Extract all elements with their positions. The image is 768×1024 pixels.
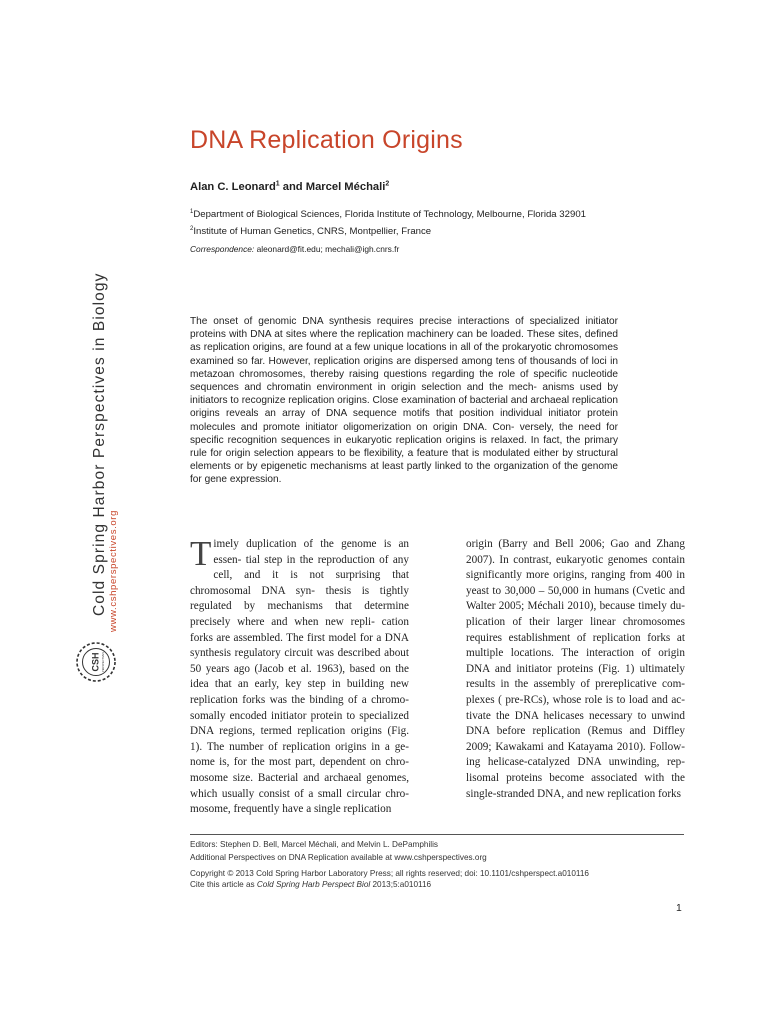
text-line: plication of their larger linear chromosomes xyxy=(466,615,685,628)
text-line: tial step in the reproduction of any cell, and xyxy=(213,553,409,582)
text-line: cation forks are assembled. The first model for a xyxy=(190,615,409,644)
text-line: initiator protein molecules and promote initiator oligomerization on origin DNA. Con- xyxy=(190,408,618,433)
article-title: DNA Replication Origins xyxy=(190,126,463,154)
text-line: tivate the DNA helicases necessary to unwind xyxy=(466,709,685,722)
body-column-1 xyxy=(190,534,409,818)
text-line: requires establishment of replication forks at xyxy=(466,631,685,644)
text-line: about 50 years ago (Jacob et al. 1963), based on xyxy=(190,647,409,675)
sidebar-url[interactable]: www.cshperspectives.org xyxy=(108,509,119,632)
text-line: 2007). In contrast, eukaryotic genomes contain xyxy=(466,553,685,566)
citation-suffix: 2013;5:a010116 xyxy=(370,880,432,889)
text-line: defined as replication origins, are found at a few unique locations in all of the prokaryotic xyxy=(190,329,618,354)
author-1-affil-marker: 1 xyxy=(275,180,280,188)
text-line: chromosomes examined so far. However, replication origins are dispersed among tens of xyxy=(190,342,618,367)
text-line: DNA regions, termed replication origins (Fig. xyxy=(190,725,409,738)
logo-subtext: PERSPECTIVES xyxy=(102,652,105,672)
footer-editors: Editors: Stephen D. Bell, Marcel Méchali, and Melvin L. DePamphilis xyxy=(190,840,439,849)
affiliation-1 xyxy=(190,209,586,220)
text-line: lisomal proteins become associated with the xyxy=(466,771,685,784)
text-line: The onset of genomic DNA synthesis requires precise interactions of specialized initiator xyxy=(190,316,618,327)
text-line: the idea that an early, key step in building new xyxy=(190,662,409,691)
text-line: mosome size. Bacterial and archaeal genomes, xyxy=(190,771,409,784)
logo-text: CSH xyxy=(90,652,101,672)
citation-journal: Cold Spring Harb Perspect Biol xyxy=(256,880,371,889)
text-line: determine precisely where and when new repli- xyxy=(190,600,409,628)
author-2: Marcel Méchali xyxy=(305,181,386,193)
text-line: archaeal replication origins reveals an array of DNA sequence motifs that position individual xyxy=(190,395,618,420)
text-line: replication forks was the binding of a chromo- xyxy=(190,693,409,706)
author-1: Alan C. Leonard xyxy=(190,181,276,193)
text-line: somally encoded initiator protein to specialized xyxy=(190,709,409,722)
footer-additional: Additional Perspectives on DNA Replication available at www.cshperspectives.org xyxy=(190,853,487,862)
csh-logo xyxy=(74,640,118,684)
text-line: thesis is tightly regulated by mechanisms that xyxy=(190,584,409,613)
text-line: DNA synthesis regulatory circuit was described xyxy=(190,631,409,660)
footer-rule xyxy=(190,834,684,835)
text-line: yeast to 30,000 – 50,000 in humans (Cvetic and xyxy=(466,584,685,597)
sidebar-journal-name: Cold Spring Harbor Perspectives in Biology xyxy=(91,272,108,616)
text-line: relaxed. In fact, the primary rule for origin selection appears to be flexibility, a feature that is xyxy=(190,434,618,460)
text-line: nome is, for the most part, dependent on chro- xyxy=(190,756,409,769)
page-number: 1 xyxy=(676,903,682,914)
text-line: single-stranded DNA, and new replication forks xyxy=(466,787,681,800)
text-line: which usually consist of a small circular chro- xyxy=(190,787,409,800)
text-line: origin (Barry and Bell 2006; Gao and Zhang xyxy=(466,538,685,550)
citation-prefix: Cite this article as xyxy=(190,880,257,889)
text-line: multiple locations. The interaction of origin xyxy=(466,647,685,660)
text-line: Walter 2005; Méchali 2010), because timely du- xyxy=(466,600,685,613)
text-line: 2009; Kawakami and Katayama 2010). Follow- xyxy=(466,740,685,753)
text-line: DNA and initiator proteins (Fig. 1) ultimately xyxy=(466,662,685,675)
text-line: 1). The number of replication origins in a ge- xyxy=(190,740,409,753)
author-conjunction: and xyxy=(279,181,306,193)
text-line: versely, the need for specific recognition sequences in eukaryotic replication origins is xyxy=(190,421,618,446)
text-line: thousands of loci in metazoan chromosomes, thereby raising questions regarding the role of xyxy=(190,355,618,380)
affiliation-text: Department of Biological Sciences, Florida Institute of Technology, Melbourne, Florida 32901 xyxy=(193,209,586,220)
text-line: specific nucleotide sequences and chromatin environment in origin selection and the mech- xyxy=(190,368,619,394)
affiliation-marker: 2 xyxy=(190,225,194,232)
author-2-affil-marker: 2 xyxy=(385,180,390,188)
affiliation-2 xyxy=(190,226,431,237)
abstract xyxy=(190,315,618,487)
text-line: ing helicase-catalyzed DNA unwinding, rep- xyxy=(466,756,685,769)
footer-copyright: Copyright © 2013 Cold Spring Harbor Laboratory Press; all rights reserved; doi: 10.1101/cshperspect.a010116 xyxy=(190,869,589,878)
text-line: results in the assembly of prereplicative com- xyxy=(466,678,685,691)
text-line: DNA before replication (Remus and Diffley xyxy=(466,725,685,738)
affiliation-text: Institute of Human Genetics, CNRS, Montpellier, France xyxy=(193,226,432,237)
text-line: plexes ( pre-RCs), whose role is to load and ac- xyxy=(466,693,685,706)
drop-cap: T xyxy=(190,534,212,573)
text-line: the organization of the genome for gene expression. xyxy=(190,461,618,486)
text-line: mosome, frequently have a single replication xyxy=(190,803,392,816)
text-line: anisms used by initiators to recognize replication origins. Close examination of bacterial and xyxy=(190,382,618,407)
footer-citation xyxy=(190,880,431,889)
text-line: imely duplication of the genome is an essen- xyxy=(213,538,409,566)
correspondence-emails: aleonard@fit.edu; mechali@igh.cnrs.fr xyxy=(256,244,400,254)
text-line: modulated either by structural elements or by epigenetic mechanisms at least partly linked to xyxy=(190,448,618,473)
author-line xyxy=(190,181,389,193)
text-line: it is not surprising that chromosomal DNA syn- xyxy=(190,569,409,597)
text-line: proteins with DNA at sites where the replication machinery can be loaded. These sites, xyxy=(190,329,585,341)
affiliation-marker: 1 xyxy=(190,208,194,215)
text-line: significantly more origins, ranging from 400 in xyxy=(466,569,685,582)
correspondence-label: Correspondence: xyxy=(190,244,255,254)
correspondence xyxy=(190,244,399,254)
body-column-2 xyxy=(466,537,685,802)
